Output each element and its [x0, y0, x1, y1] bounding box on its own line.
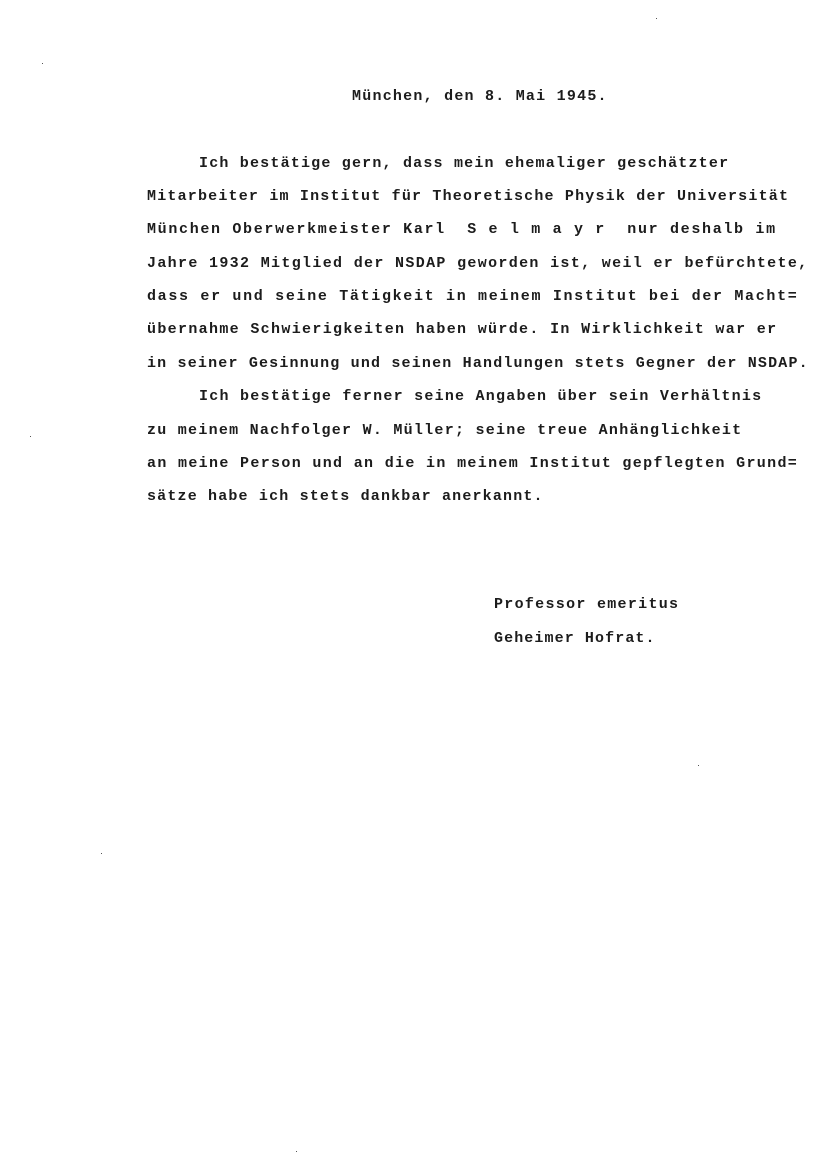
- paragraph-2-line-3: an meine Person und an die in meinem Institut gepflegten Grund=: [147, 455, 799, 472]
- scan-speck: [42, 63, 43, 64]
- scan-speck: [698, 765, 699, 766]
- scan-speck: [30, 436, 31, 437]
- paragraph-1-line-3: München Oberwerkmeister Karl S e l m a y r nur deshalb im: [147, 221, 777, 238]
- paragraph-1-line-2: Mitarbeiter im Institut für Theoretische Physik der Universität: [147, 188, 790, 205]
- paragraph-1-line-4: Jahre 1932 Mitglied der NSDAP geworden ist, weil er befürchtete,: [147, 255, 809, 272]
- paragraph-1-line-7: in seiner Gesinnung und seinen Handlungen stets Gegner der NSDAP.: [147, 355, 809, 372]
- paragraph-2-line-2: zu meinem Nachfolger W. Müller; seine treue Anhänglichkeit: [147, 422, 743, 439]
- scan-speck: [296, 1151, 297, 1152]
- signature-rank: Geheimer Hofrat.: [494, 630, 656, 647]
- paragraph-1-line-6: übernahme Schwierigkeiten haben würde. In Wirklichkeit war er: [147, 321, 778, 338]
- dateline: München, den 8. Mai 1945.: [352, 88, 608, 105]
- scan-speck: [101, 853, 102, 854]
- signature-title: Professor emeritus: [494, 596, 680, 613]
- paragraph-1-line-1: Ich bestätige gern, dass mein ehemaliger geschätzter: [199, 155, 730, 172]
- paragraph-1-line-5: dass er und seine Tätigkeit in meinem Institut bei der Macht=: [147, 288, 799, 305]
- paragraph-2-line-4: sätze habe ich stets dankbar anerkannt.: [147, 488, 544, 505]
- scan-speck: [656, 18, 657, 19]
- paragraph-2-line-1: Ich bestätige ferner seine Angaben über sein Verhältnis: [199, 388, 763, 405]
